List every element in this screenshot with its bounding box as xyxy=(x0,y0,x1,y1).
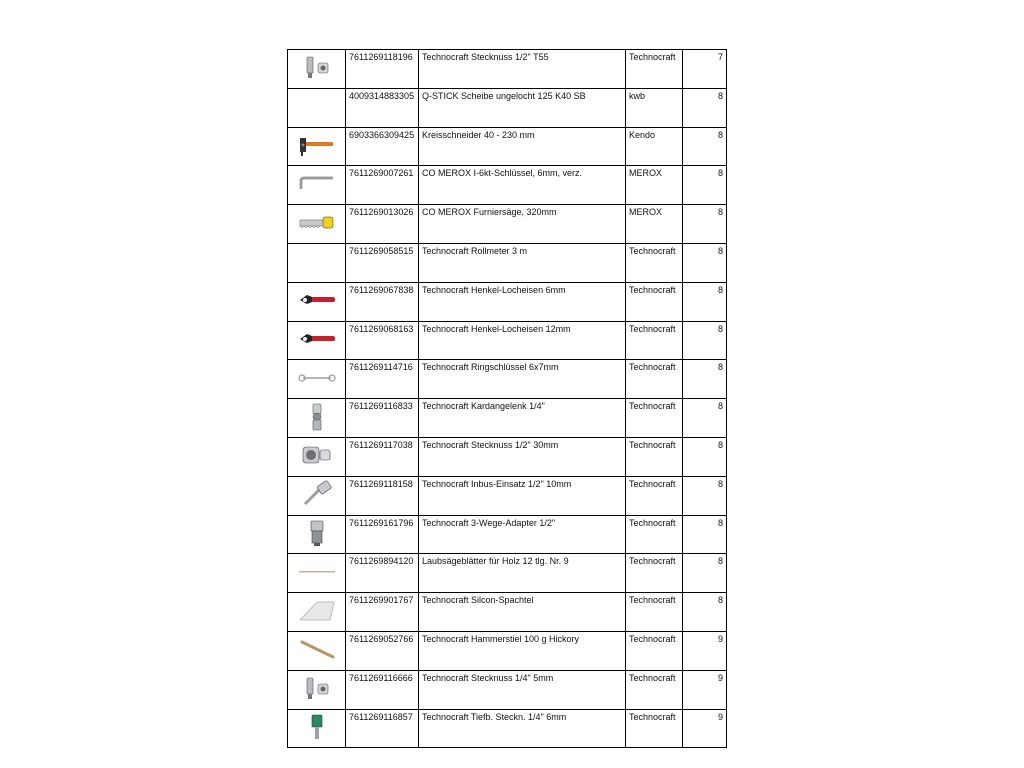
brand-cell: Technocraft xyxy=(626,515,683,554)
description-cell: CO MEROX Furniersäge, 320mm xyxy=(419,205,626,244)
ean-cell: 7611269058515 xyxy=(346,243,419,282)
ean-cell: 7611269116857 xyxy=(346,709,419,748)
brand-cell: Technocraft xyxy=(626,282,683,321)
adapter-icon xyxy=(288,518,345,551)
ean-cell: 7611269114716 xyxy=(346,360,419,399)
brand-cell: Technocraft xyxy=(626,437,683,476)
product-image-cell xyxy=(288,127,346,166)
table-row xyxy=(288,670,727,709)
description-cell: Kreisschneider 40 - 230 mm xyxy=(419,127,626,166)
socket-bit-icon xyxy=(288,53,345,84)
quantity-cell: 8 xyxy=(683,205,727,244)
product-image-cell xyxy=(288,476,346,515)
table-row xyxy=(288,476,727,515)
product-image-cell xyxy=(288,282,346,321)
ean-cell: 7611269894120 xyxy=(346,554,419,593)
hammer-handle-icon xyxy=(288,636,345,665)
brand-cell: Technocraft xyxy=(626,709,683,748)
product-image-cell xyxy=(288,554,346,593)
ean-cell: 7611269901767 xyxy=(346,593,419,632)
quantity-cell: 8 xyxy=(683,399,727,438)
quantity-cell: 8 xyxy=(683,476,727,515)
ean-cell: 7611269118158 xyxy=(346,476,419,515)
table-row xyxy=(288,631,727,670)
hex-key-icon xyxy=(288,173,345,198)
description-cell: Technocraft Rollmeter 3 m xyxy=(419,243,626,282)
brand-cell: Technocraft xyxy=(626,670,683,709)
spatula-icon xyxy=(288,598,345,627)
brand-cell: Technocraft xyxy=(626,321,683,360)
circle-cutter-icon xyxy=(288,133,345,160)
description-cell: Technocraft Silcon-Spachtel xyxy=(419,593,626,632)
hollow-punch-icon xyxy=(288,290,345,313)
hex-bit-insert-icon xyxy=(288,480,345,511)
product-table xyxy=(287,49,727,748)
description-cell: Technocraft Henkel-Locheisen 6mm xyxy=(419,282,626,321)
table-row xyxy=(288,50,727,89)
product-image-cell xyxy=(288,631,346,670)
brand-cell: Technocraft xyxy=(626,399,683,438)
product-image-cell xyxy=(288,593,346,632)
product-image-cell xyxy=(288,515,346,554)
hollow-punch-icon xyxy=(288,329,345,352)
quantity-cell: 8 xyxy=(683,437,727,476)
description-cell: Technocraft Inbus-Einsatz 1/2" 10mm xyxy=(419,476,626,515)
ean-cell: 7611269067838 xyxy=(346,282,419,321)
quantity-cell: 8 xyxy=(683,282,727,321)
veneer-saw-icon xyxy=(288,212,345,237)
quantity-cell: 8 xyxy=(683,243,727,282)
table-row xyxy=(288,554,727,593)
ean-cell: 7611269117038 xyxy=(346,437,419,476)
socket-icon xyxy=(288,442,345,471)
description-cell: Technocraft 3-Wege-Adapter 1/2" xyxy=(419,515,626,554)
table-row xyxy=(288,399,727,438)
description-cell: Technocraft Tiefb. Steckn. 1/4" 6mm xyxy=(419,709,626,748)
socket-bit-icon xyxy=(288,674,345,705)
description-cell: Laubsägeblätter für Holz 12 tlg. Nr. 9 xyxy=(419,554,626,593)
product-image-cell xyxy=(288,360,346,399)
table-row xyxy=(288,709,727,748)
description-cell: Technocraft Kardangelenk 1/4" xyxy=(419,399,626,438)
description-cell: Technocraft Henkel-Locheisen 12mm xyxy=(419,321,626,360)
brand-cell: MEROX xyxy=(626,166,683,205)
brand-cell: Technocraft xyxy=(626,554,683,593)
quantity-cell: 8 xyxy=(683,127,727,166)
universal-joint-icon xyxy=(288,402,345,435)
quantity-cell: 8 xyxy=(683,321,727,360)
product-image-cell xyxy=(288,670,346,709)
ean-cell: 7611269007261 xyxy=(346,166,419,205)
product-image-cell xyxy=(288,709,346,748)
brand-cell: Technocraft xyxy=(626,360,683,399)
deep-socket-icon xyxy=(288,712,345,745)
product-image-cell xyxy=(288,437,346,476)
product-image-cell xyxy=(288,88,346,127)
ean-cell: 7611269068163 xyxy=(346,321,419,360)
description-cell: Technocraft Ringschlüssel 6x7mm xyxy=(419,360,626,399)
product-image-cell xyxy=(288,399,346,438)
table-row xyxy=(288,515,727,554)
quantity-cell: 9 xyxy=(683,709,727,748)
table-row xyxy=(288,127,727,166)
brand-cell: MEROX xyxy=(626,205,683,244)
ring-spanner-icon xyxy=(288,371,345,388)
product-image-cell xyxy=(288,50,346,89)
quantity-cell: 8 xyxy=(683,554,727,593)
table-row xyxy=(288,166,727,205)
quantity-cell: 7 xyxy=(683,50,727,89)
ean-cell: 7611269013026 xyxy=(346,205,419,244)
description-cell: Technocraft Stecknuss 1/2" 30mm xyxy=(419,437,626,476)
table-row xyxy=(288,205,727,244)
description-cell: Q-STICK Scheibe ungelocht 125 K40 SB xyxy=(419,88,626,127)
table-row xyxy=(288,360,727,399)
brand-cell: Technocraft xyxy=(626,243,683,282)
brand-cell: Kendo xyxy=(626,127,683,166)
quantity-cell: 8 xyxy=(683,515,727,554)
table-row xyxy=(288,243,727,282)
table-row xyxy=(288,88,727,127)
description-cell: Technocraft Stecknuss 1/4" 5mm xyxy=(419,670,626,709)
product-image-cell xyxy=(288,321,346,360)
quantity-cell: 8 xyxy=(683,166,727,205)
quantity-cell: 8 xyxy=(683,593,727,632)
ean-cell: 7611269118196 xyxy=(346,50,419,89)
table-row xyxy=(288,593,727,632)
ean-cell: 7611269052766 xyxy=(346,631,419,670)
ean-cell: 7611269116666 xyxy=(346,670,419,709)
brand-cell: Technocraft xyxy=(626,631,683,670)
brand-cell: Technocraft xyxy=(626,476,683,515)
saw-blade-icon xyxy=(288,567,345,580)
quantity-cell: 8 xyxy=(683,360,727,399)
ean-cell: 4009314883305 xyxy=(346,88,419,127)
brand-cell: Technocraft xyxy=(626,50,683,89)
quantity-cell: 9 xyxy=(683,631,727,670)
quantity-cell: 8 xyxy=(683,88,727,127)
table-row xyxy=(288,282,727,321)
brand-cell: kwb xyxy=(626,88,683,127)
product-image-cell xyxy=(288,243,346,282)
product-image-cell xyxy=(288,166,346,205)
quantity-cell: 9 xyxy=(683,670,727,709)
ean-cell: 7611269161796 xyxy=(346,515,419,554)
table-row xyxy=(288,437,727,476)
product-image-cell xyxy=(288,205,346,244)
description-cell: CO MEROX I-6kt-Schlüssel, 6mm, verz. xyxy=(419,166,626,205)
description-cell: Technocraft Hammerstiel 100 g Hickory xyxy=(419,631,626,670)
brand-cell: Technocraft xyxy=(626,593,683,632)
table-row xyxy=(288,321,727,360)
ean-cell: 7611269116833 xyxy=(346,399,419,438)
ean-cell: 6903366309425 xyxy=(346,127,419,166)
description-cell: Technocraft Stecknuss 1/2" T55 xyxy=(419,50,626,89)
